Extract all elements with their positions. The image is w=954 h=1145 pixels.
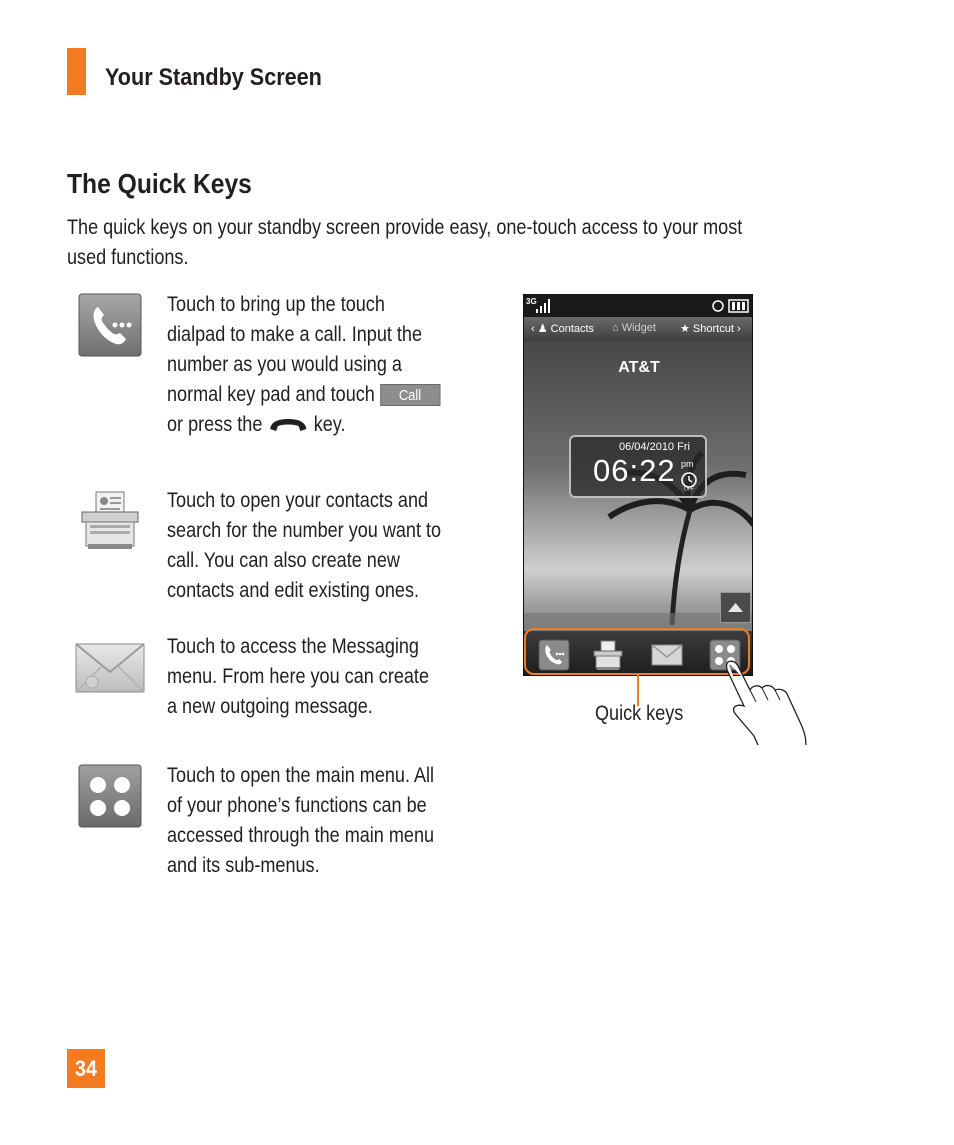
battery-icon — [711, 299, 751, 313]
status-bar — [524, 295, 753, 317]
section-accent-bar — [67, 48, 86, 95]
quick-key-desc-call — [167, 290, 442, 440]
quick-key-desc-contacts: Touch to open your contacts and search for the number you want to call. You can also create new contacts and edit existing ones. — [167, 489, 442, 602]
clock-widget[interactable] — [569, 435, 707, 498]
intro-paragraph: The quick keys on your standby screen provide easy, one-touch access to your most used functions. — [67, 216, 743, 269]
clock-time: 06:22 — [593, 453, 676, 488]
callout-label-quick-keys: Quick keys — [595, 702, 684, 725]
phone-standby-screen — [523, 294, 753, 676]
carrier-name: AT&T — [618, 359, 660, 376]
clock-date: 06/04/2010 Fri — [619, 441, 690, 453]
send-key-handset-icon — [267, 417, 308, 433]
scroll-up-button[interactable] — [720, 592, 751, 623]
alarm-icon — [679, 471, 699, 491]
network-indicator: 3G — [526, 297, 537, 306]
signal-strength-icon — [536, 299, 552, 313]
section-title: Your Standby Screen — [105, 64, 322, 91]
tab-shortcut[interactable]: ★ Shortcut › — [680, 323, 741, 335]
touching-hand-icon — [720, 650, 815, 745]
clock-ampm: pm — [681, 459, 694, 469]
desc-text: Touch to bring up the touch dialpad to make a call. Input the number as you would using a normal key pad and touch — [167, 293, 423, 406]
page-number-badge — [67, 1049, 105, 1088]
quick-keys-highlight — [524, 628, 750, 675]
contacts-rolodex-icon — [78, 488, 142, 552]
messaging-envelope-icon — [74, 638, 146, 696]
tab-label: Contacts — [550, 323, 595, 335]
home-tab-bar — [524, 317, 753, 341]
tab-widget[interactable]: ⌂ Widget — [612, 322, 656, 334]
tab-contacts[interactable]: ‹ ♟ Contacts — [531, 323, 595, 335]
tab-label: Shortcut — [692, 323, 734, 335]
main-menu-grid-icon — [78, 764, 142, 828]
desc-text: key. — [313, 413, 346, 436]
phone-dialpad-icon — [78, 293, 142, 357]
quick-key-desc-messaging: Touch to access the Messaging menu. From here you can create a new outgoing message. — [167, 635, 430, 718]
triangle-up-icon — [721, 593, 750, 622]
page-heading: The Quick Keys — [67, 168, 252, 199]
alarm-status: OFF — [684, 486, 694, 491]
call-button-chip: Call — [380, 384, 440, 406]
tab-label: Widget — [621, 322, 656, 334]
page-number: 34 — [74, 1056, 98, 1081]
quick-key-desc-menu: Touch to open the main menu. All of your phone’s functions can be accessed through the main menu and its sub-menus. — [167, 764, 435, 877]
desc-text: or press the — [167, 413, 263, 436]
